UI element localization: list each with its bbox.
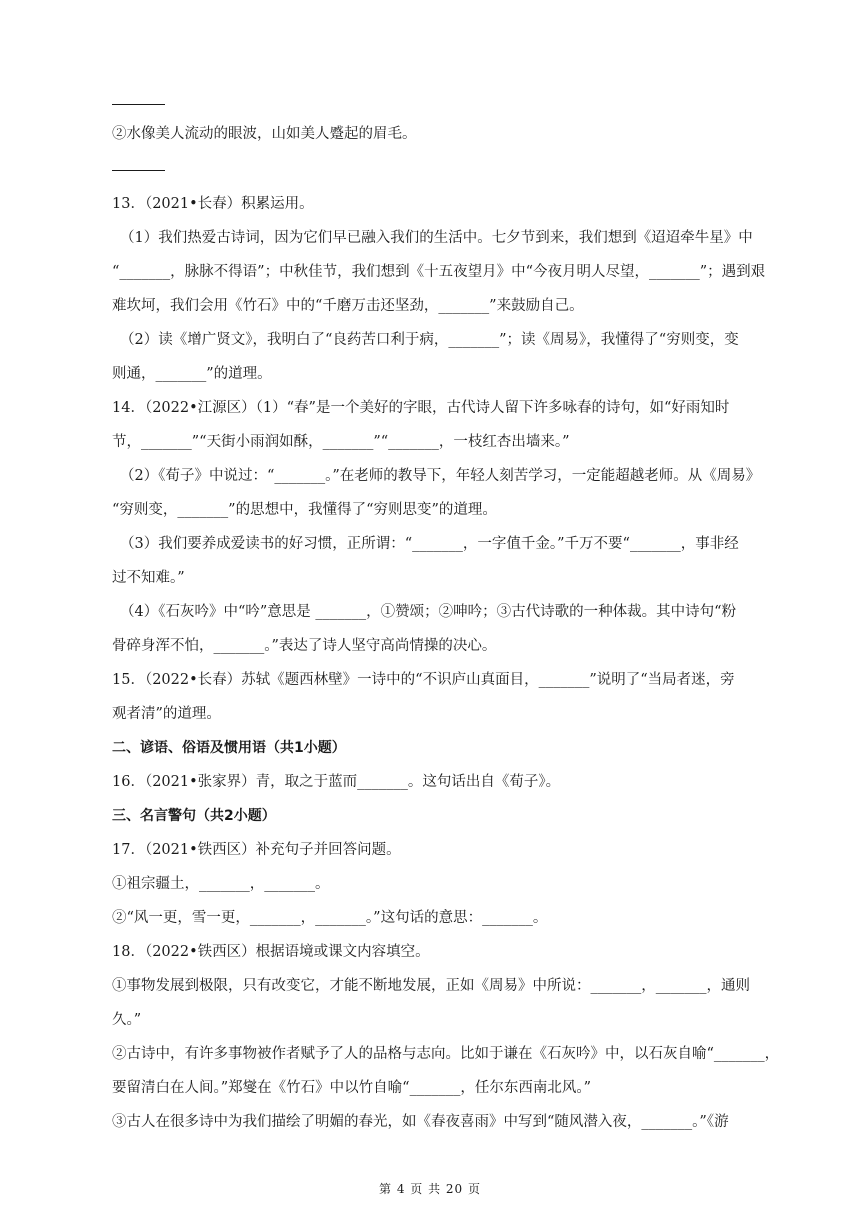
page-footer: 第 4 页 共 20 页 [379,1182,481,1196]
text-line: ①事物发展到极限，只有改变它，才能不断地发展，正如《周易》中所说：_______，_______，通则 [112,978,750,994]
section-heading: 三、名言警句（共2小题） [112,808,276,824]
section-heading: 二、谚语、俗语及惯用语（共1小题） [112,740,346,756]
text-line: 观者清”的道理。 [112,706,221,722]
text-line: ②“风一更，雪一更，_______，_______。”这句话的意思：_______。 [112,910,548,926]
text-line: ③古人在很多诗中为我们描绘了明媚的春光，如《春夜喜雨》中写到“随风潜入夜，_______。”《游 [112,1114,729,1130]
question-18-stem: 18．（2022•铁西区）根据语境或课文内容填空。 [112,944,430,960]
text-line: （4）《石灰吟》中“吟”意思是 _______，①赞颂；②呻吟；③古代诗歌的一种体裁。其中诗句“粉 [120,604,737,620]
question-15-stem: 15．（2022•长春）苏轼《题西林壁》一诗中的“不识庐山真面目，_______”说明了“当局者迷，旁 [112,672,735,688]
text-line: ①祖宗疆土，_______，_______。 [112,876,330,892]
text-line: 过不知难。” [112,570,185,586]
text-line: “穷则变，_______”的思想中，我懂得了“穷则思变”的道理。 [112,502,497,518]
text-line: （1）我们热爱古诗词，因为它们早已融入我们的生活中。七夕节到来，我们想到《迢迢牵牛星》中 [120,230,753,246]
text-line: 要留清白在人间。”郑燮在《竹石》中以竹自喻“_______，任尔东西南北风。” [112,1080,591,1096]
text-line: ②水像美人流动的眼波，山如美人蹙起的眉毛。 [112,126,417,142]
question-13-stem: 13．（2021•长春）积累运用。 [112,196,314,212]
question-14-stem: 14．（2022•江源区）（1）“春”是一个美好的字眼，古代诗人留下许多咏春的诗句，如“好雨知时 [112,400,730,416]
text-line: 骨碎身浑不怕，_______。”表达了诗人坚守高尚情操的决心。 [112,638,497,654]
question-17-stem: 17．（2021•铁西区）补充句子并回答问题。 [112,842,401,858]
text-line: ②古诗中，有许多事物被作者赋予了人的品格与志向。比如于谦在《石灰吟》中，以石灰自喻“_______， [112,1046,780,1062]
text-line: “_______，脉脉不得语”；中秋佳节，我们想到《十五夜望月》中“今夜月明人尽望，_______”；遇到艰 [112,264,766,280]
text-line: （2）读《增广贤文》，我明白了“良药苦口利于病，_______”；读《周易》，我懂得了“穷则变，变 [120,332,739,348]
text-line: 节，_______”“天街小雨润如酥，_______”“_______，一枝红杏出墙来。” [112,434,570,450]
text-line: （2）《荀子》中说过：“_______。”在老师的教导下，年轻人刻苦学习，一定能超越老师。从《周易》 [120,468,761,484]
question-16-stem: 16．（2021•张家界）青，取之于蓝而_______。这句话出自《荀子》。 [112,774,561,790]
text-line: 则通，_______”的道理。 [112,366,272,382]
text-line: （3）我们要养成爱读书的好习惯，正所谓：“_______，一字值千金。”千万不要“_______，事非经 [120,536,739,552]
text-line: 难坎坷，我们会用《竹石》中的“千磨万击还坚劲，_______”来鼓励自己。 [112,298,584,314]
answer-blank-line [112,170,165,171]
answer-blank-line [112,104,165,105]
text-line: 久。” [112,1012,142,1028]
